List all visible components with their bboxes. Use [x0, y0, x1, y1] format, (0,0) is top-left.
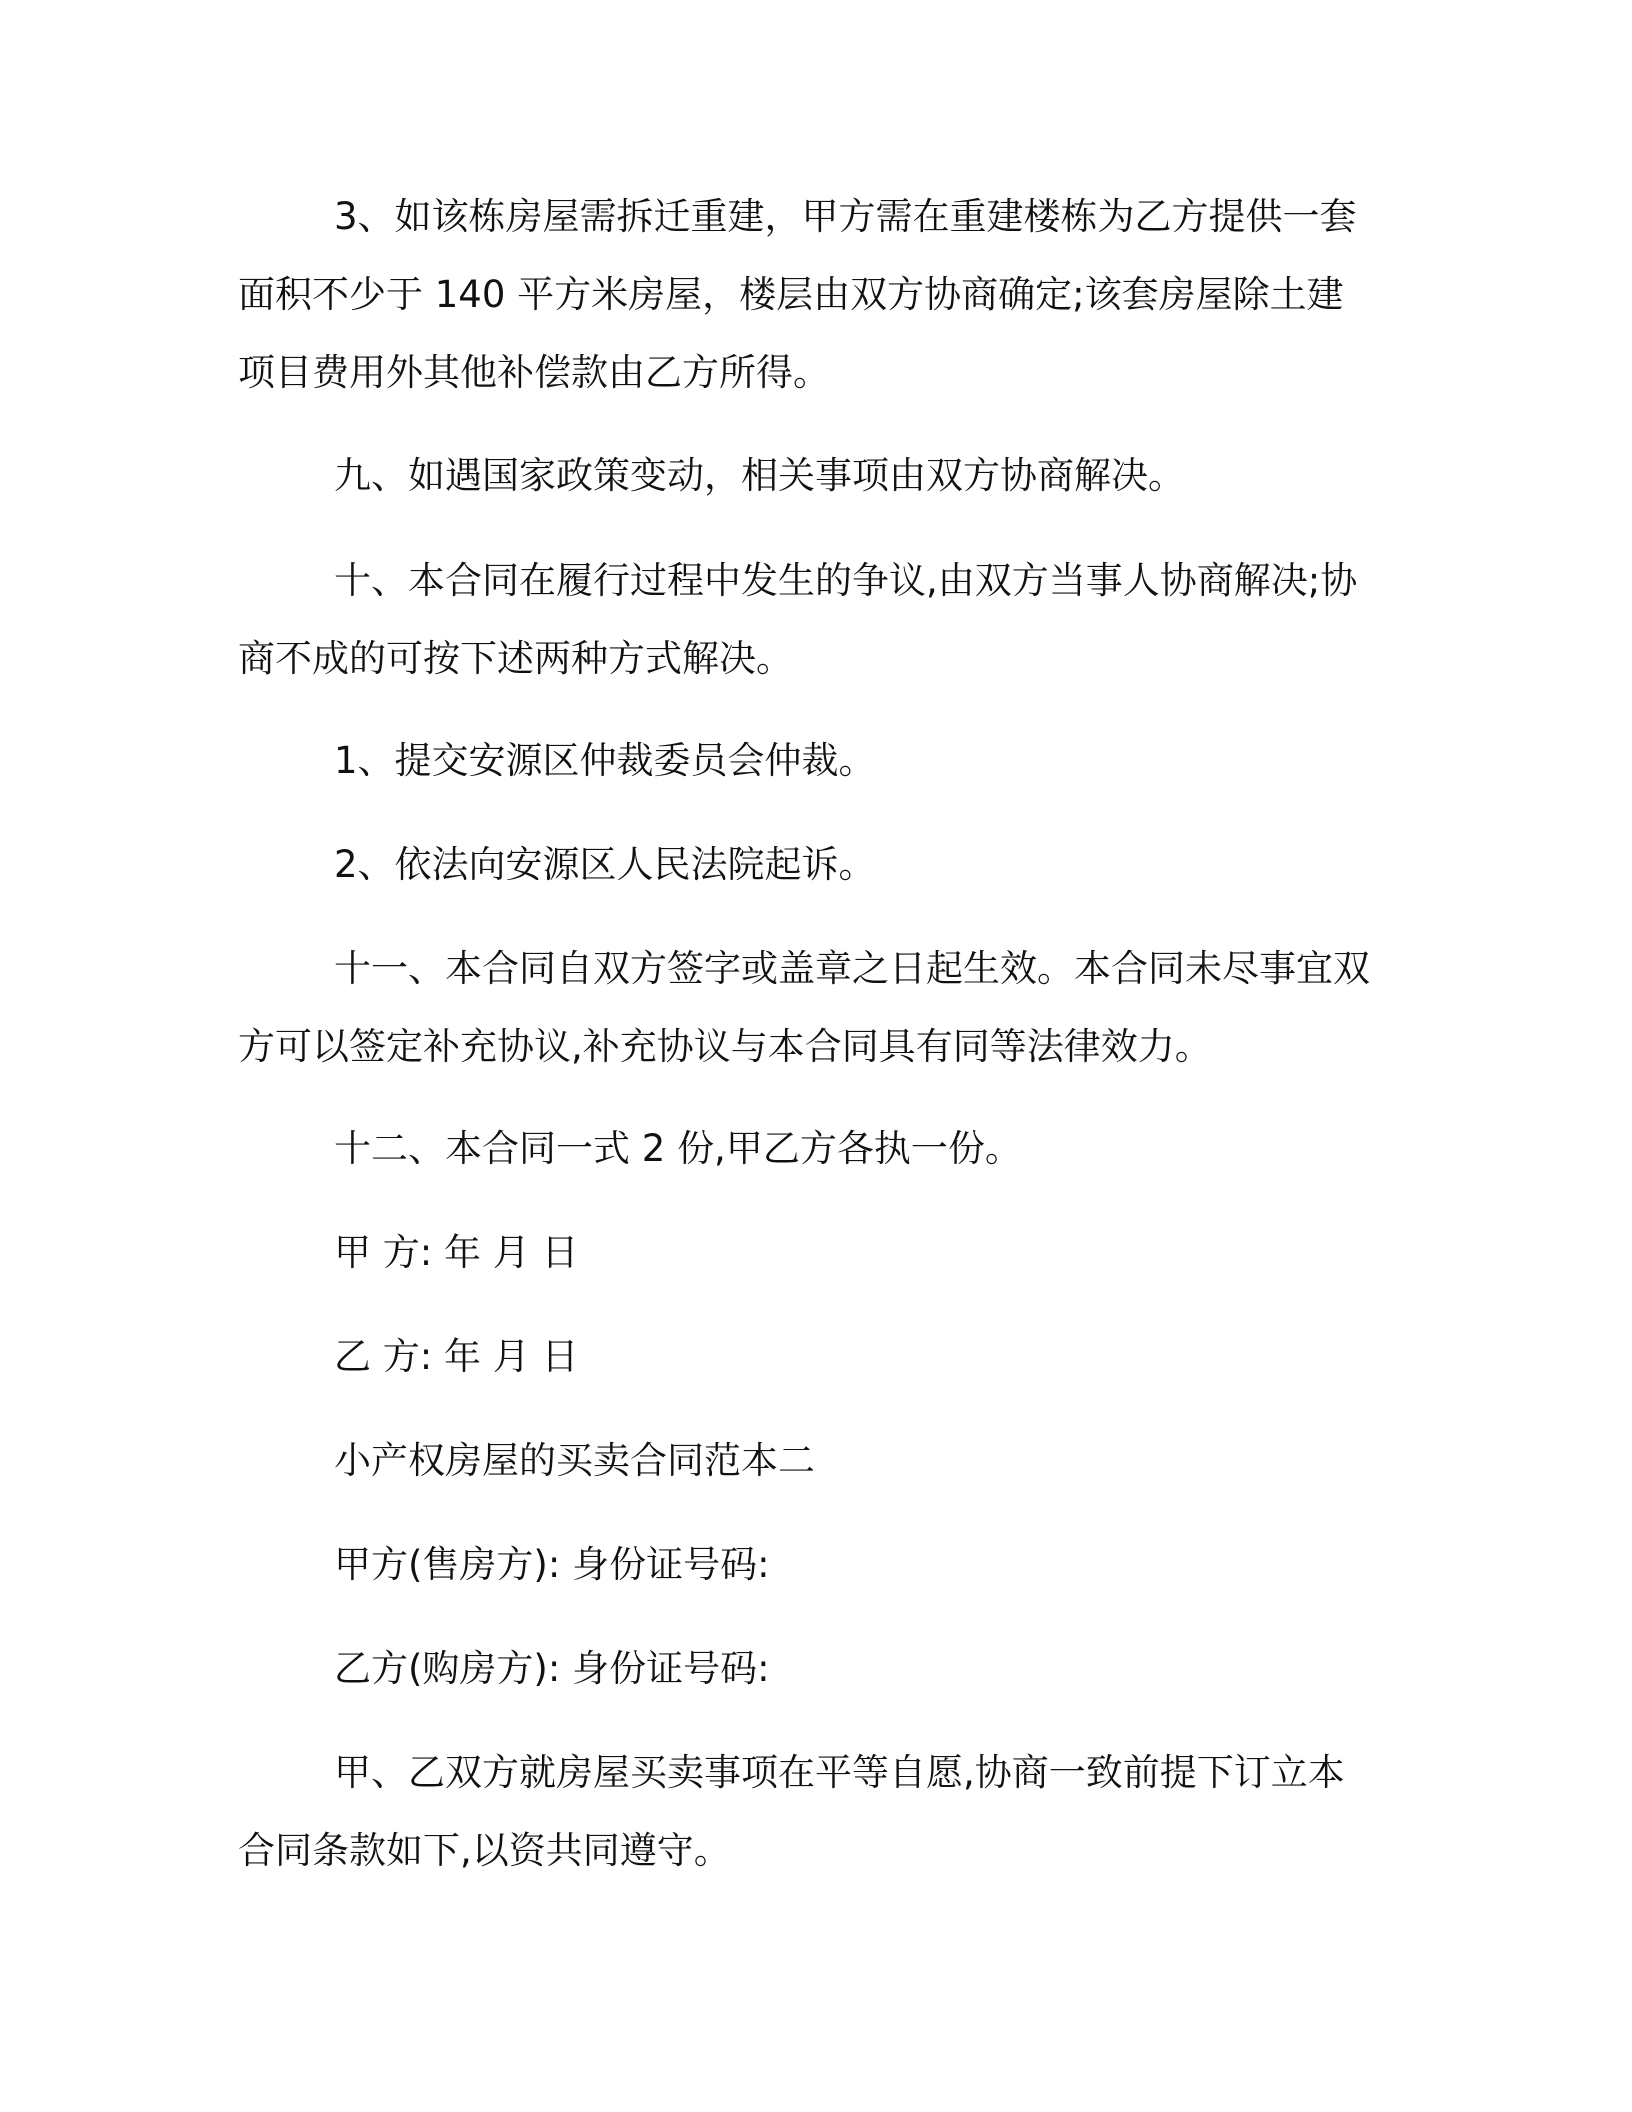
- paragraph-party-b-sign: 乙 方: 年 月 日: [334, 1335, 579, 1378]
- paragraph-effective: 十一、本合同自双方签字或盖章之日起生效。本合同未尽事宜双方可以签定补充协议,补充协议与本合同具有同等法律效力。: [238, 947, 1370, 1068]
- paragraph-policy-change: 九、如遇国家政策变动，相关事项由双方协商解决。: [334, 454, 1185, 497]
- paragraph-agreement: 甲、乙双方就房屋买卖事项在平等自愿,协商一致前提下订立本合同条款如下,以资共同遵守。: [238, 1751, 1345, 1872]
- paragraph-dispute: 十、本合同在履行过程中发生的争议,由双方当事人协商解决;协商不成的可按下述两种方式解决。: [238, 559, 1358, 680]
- paragraph-seller: 甲方(售房方): 身份证号码:: [334, 1543, 770, 1586]
- paragraph-rebuild-clause: 3、如该栋房屋需拆迁重建，甲方需在重建楼栋为乙方提供一套面积不少于 140 平方米房屋，楼层由双方协商确定;该套房屋除土建项目费用外其他补偿款由乙方所得。: [238, 195, 1357, 394]
- paragraph-arbitration: 1、提交安源区仲裁委员会仲裁。: [334, 739, 876, 782]
- paragraph-lawsuit: 2、依法向安源区人民法院起诉。: [334, 843, 876, 886]
- paragraph-party-a-sign: 甲 方: 年 月 日: [334, 1231, 579, 1274]
- paragraph-buyer: 乙方(购房方): 身份证号码:: [334, 1647, 770, 1690]
- section-title: 小产权房屋的买卖合同范本二: [334, 1439, 815, 1482]
- paragraph-copies: 十二、本合同一式 2 份,甲乙方各执一份。: [334, 1127, 1022, 1170]
